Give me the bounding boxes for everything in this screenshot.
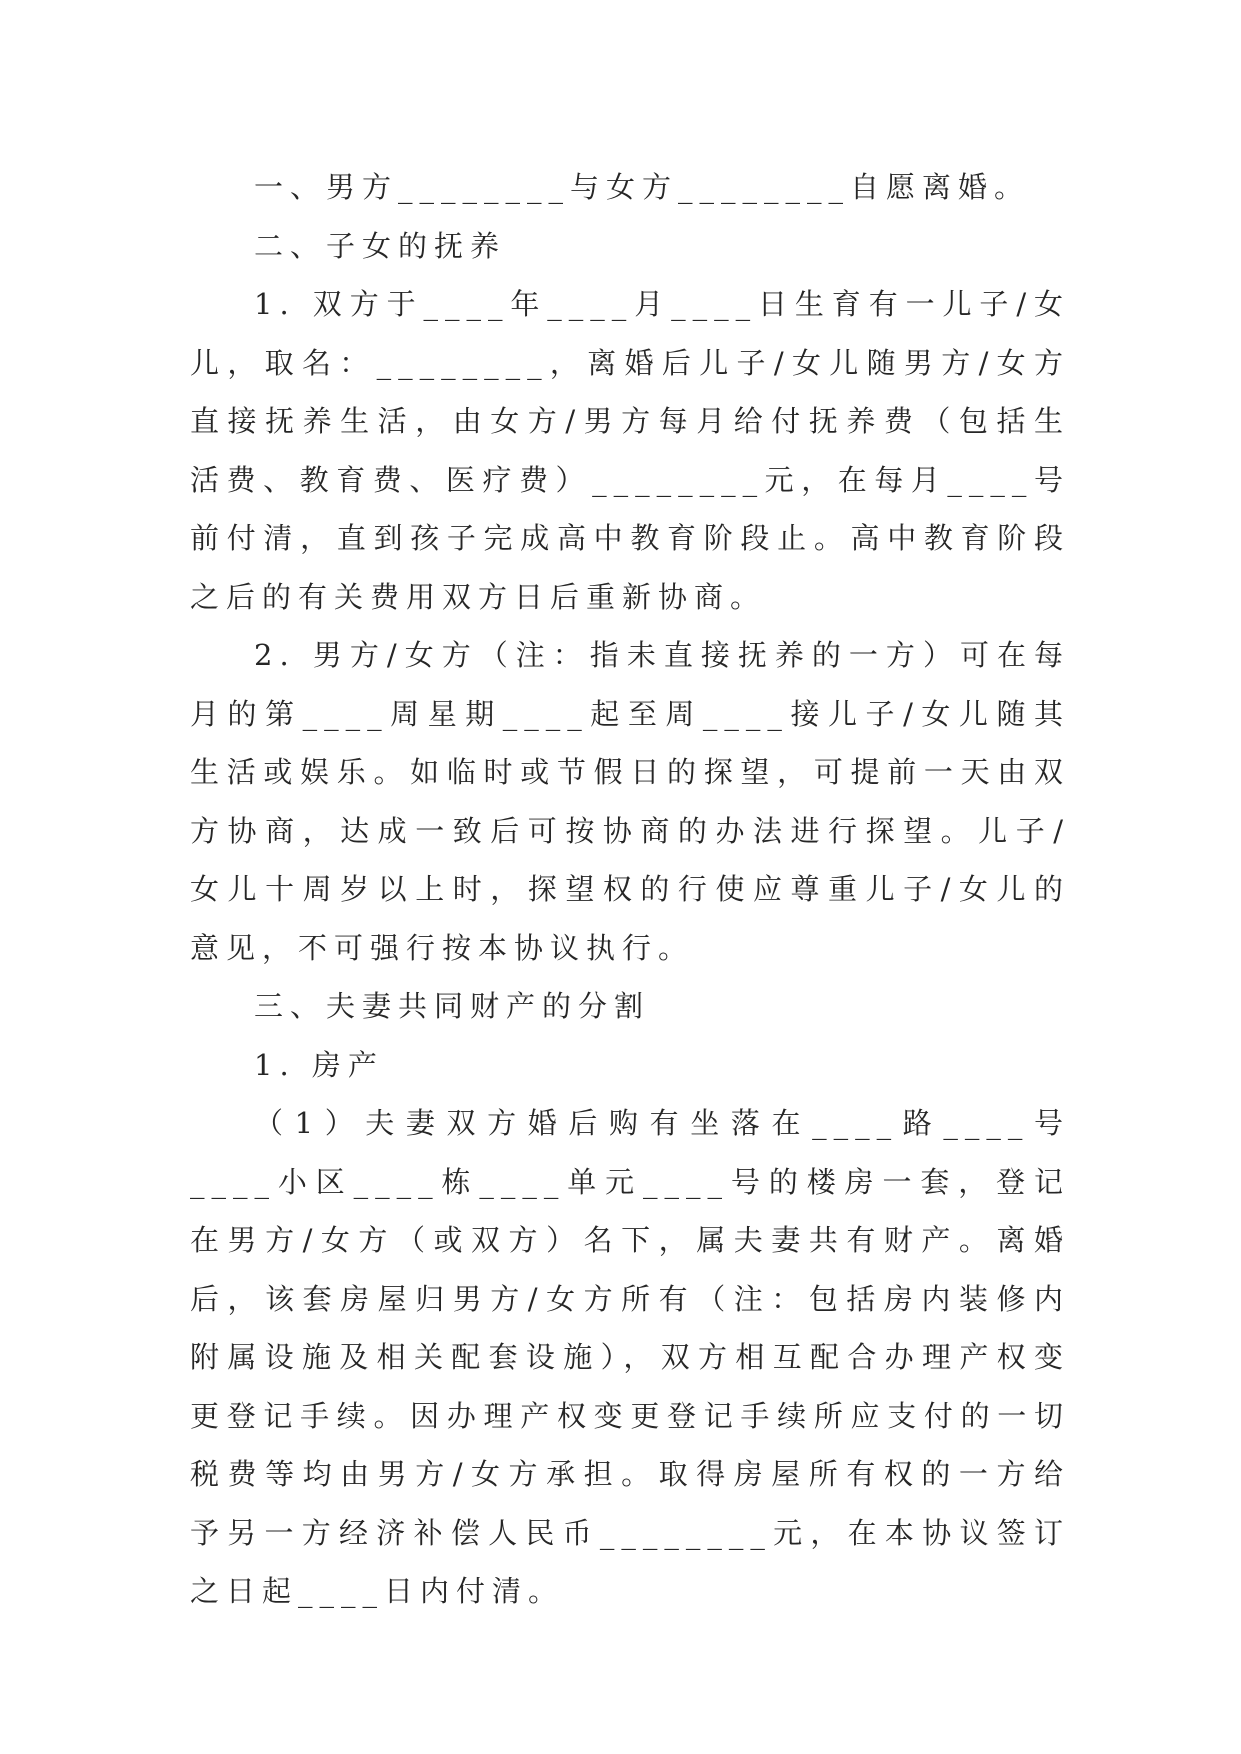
clause-voluntary-divorce: 一、男方________与女方________自愿离婚。 bbox=[254, 170, 1031, 204]
clause-house-ownership: （1）夫妻双方婚后购有坐落在____路____号____小区____栋____单元____号的楼房一套，登记在男方/女方（或双方）名下，属夫妻共有财产。离婚后，该套房屋归男方/女方所有（注：包括房内装修内附属设施及相关配套设施），双方相互配合办理产权变更登记手续。因办理产权变更登记手续所应支付的一切税费等均由男方/女方承担。取得房屋所有权的一方给予另一方经济补偿人民币________元，在本协议签订之日起____日内付清。 bbox=[190, 1106, 1070, 1608]
section-heading-property-division: 三、夫妻共同财产的分割 bbox=[254, 989, 651, 1023]
document-body bbox=[190, 158, 1070, 1621]
clause-child-support: 1. 双方于____年____月____日生育有一儿子/女儿，取名：________，离婚后儿子/女儿随男方/女方直接抚养生活，由女方/男方每月给付抚养费（包括生活费、教育费、医疗费）________元，在每月____号前付清，直到孩子完成高中教育阶段止。高中教育阶段之后的有关费用双方日后重新协商。 bbox=[190, 287, 1070, 614]
subheading-real-estate: 1. 房产 bbox=[254, 1047, 384, 1082]
clause-visitation-rights: 2. 男方/女方（注：指未直接抚养的一方）可在每月的第____周星期____起至周____接儿子/女儿随其生活或娱乐。如临时或节假日的探望，可提前一天由双方协商，达成一致后可按协商的办法进行探望。儿子/女儿十周岁以上时，探望权的行使应尊重儿子/女儿的意见，不可强行按本协议执行。 bbox=[190, 638, 1070, 965]
section-heading-child-custody: 二、子女的抚养 bbox=[254, 228, 507, 263]
